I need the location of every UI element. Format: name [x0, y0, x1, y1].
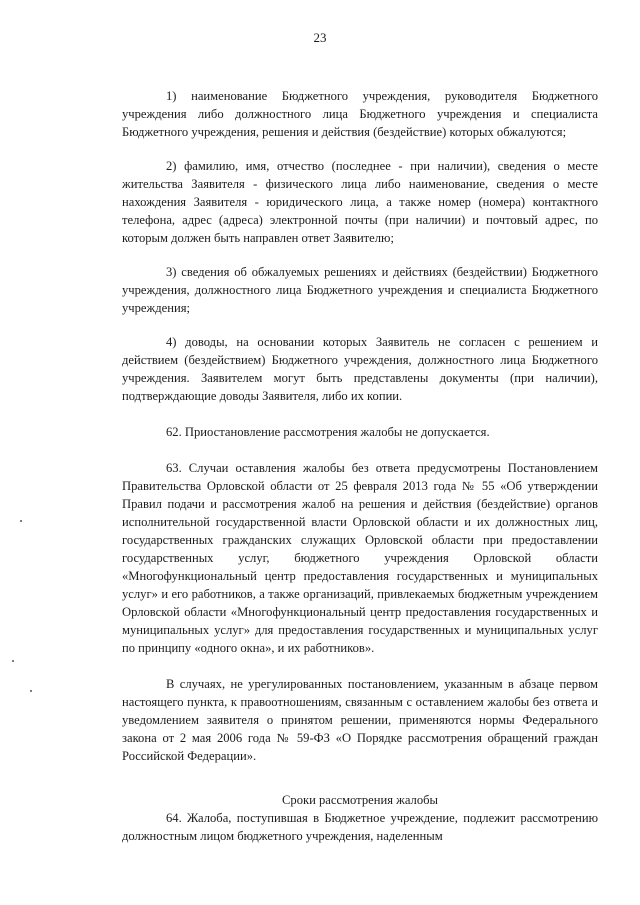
scan-speck	[20, 520, 22, 522]
paragraph-item-1: 1) наименование Бюджетного учреждения, руководителя Бюджетного учреждения либо должностного лица Бюджетного учреждения и специалиста Бюджетного учреждения, решения и действия (бездействие) которых обжалуются;	[122, 89, 598, 139]
page-number: 23	[313, 30, 327, 45]
section-heading: Сроки рассмотрения жалобы	[282, 793, 438, 807]
paragraph-item-4: 4) доводы, на основании которых Заявитель не согласен с решением и действием (бездействием) Бюджетного учреждения, должностного лица Бюджетного учреждения. Заявителем могут быть представлены документы (при наличии), подтверждающие доводы Заявителя, либо их копии.	[122, 335, 598, 403]
paragraph-clause-62: 62. Приостановление рассмотрения жалобы не допускается.	[166, 425, 490, 439]
paragraph-item-3: 3) сведения об обжалуемых решениях и действиях (бездействии) Бюджетного учреждения, должностного лица Бюджетного учреждения и специалиста Бюджетного учреждения;	[122, 265, 598, 315]
document-body	[122, 87, 598, 845]
paragraph-item-2: 2) фамилию, имя, отчество (последнее - при наличии), сведения о месте жительства Заявителя - физического лица либо наименование, сведения о месте нахождения Заявителя - юридического лица, а также номер (номера) контактного телефона, адрес (адреса) электронной почты (при наличии) и почтовый адрес, по которым должен быть направлен ответ Заявителю;	[122, 159, 598, 245]
paragraph-clause-64: 64. Жалоба, поступившая в Бюджетное учреждение, подлежит рассмотрению должностным лицом бюджетного учреждения, наделенным	[122, 811, 598, 843]
scan-speck	[30, 690, 32, 692]
paragraph-clause-63: 63. Случаи оставления жалобы без ответа предусмотрены Постановлением Правительства Орловской области от 25 февраля 2013 года № 55 «Об утверждении Правил подачи и рассмотрения жалоб на решения и действия (бездействие) органов исполнительной государственной власти Орловской области и их должностных лиц, государственных гражданских служащих Орловской области при предоставлении государственных услуг, бюджетного учреждения Орловской области «Многофункциональный центр предоставления государственных и муниципальных услуг» и его работников, а также организаций, привлекаемых бюджетным учреждением Орловской области «Многофункциональный центр предоставления государственных и муниципальных услуг» для предоставления государственных и муниципальных услуг по принципу «одного окна», и их работников».	[122, 461, 598, 655]
paragraph-clause-63-note: В случаях, не урегулированных постановлением, указанным в абзаце первом настоящего пункта, к правоотношениям, связанным с оставлением жалобы без ответа и уведомлением заявителя о принятом решении, применяются нормы Федерального закона от 2 мая 2006 года № 59-ФЗ «О Порядке рассмотрения обращений граждан Российской Федерации».	[122, 677, 598, 763]
scan-speck	[12, 660, 14, 662]
